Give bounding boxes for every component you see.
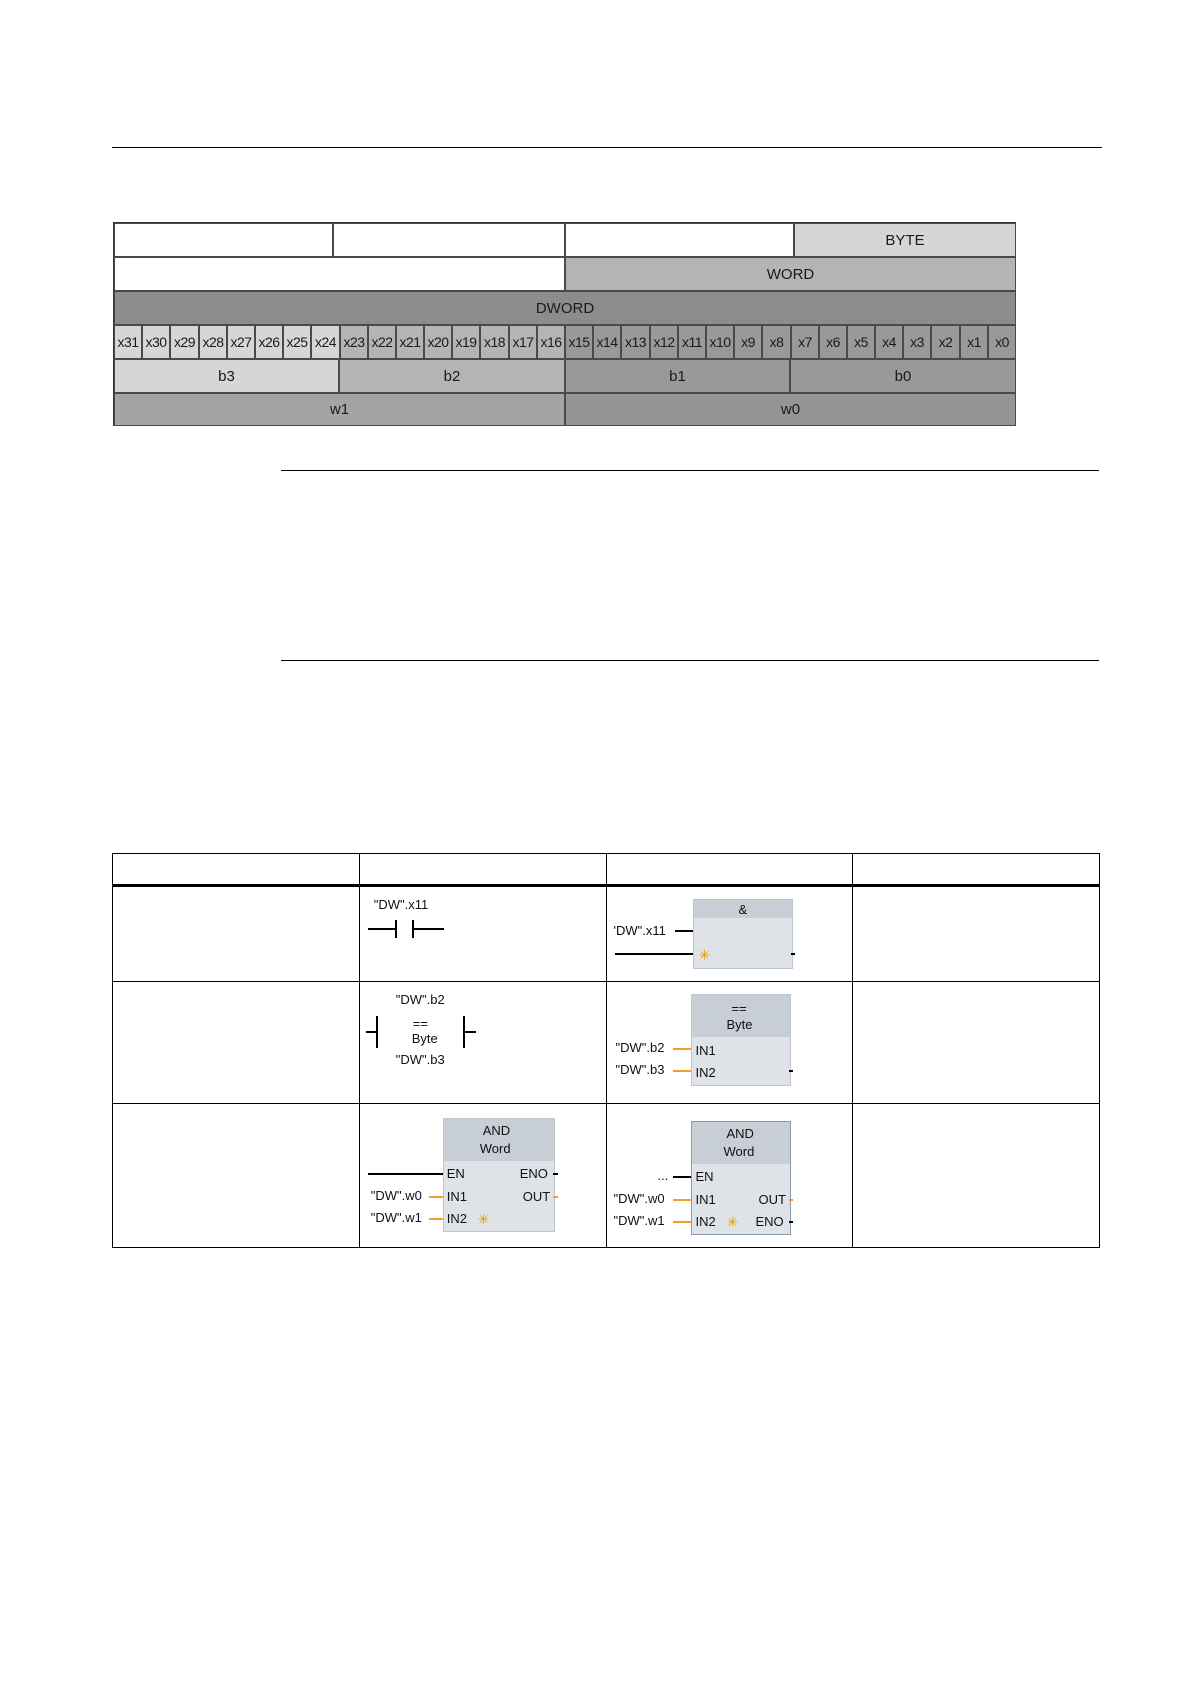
bit-cell: x2 xyxy=(931,325,960,359)
en-wire xyxy=(673,1176,691,1178)
and-box-label: & xyxy=(738,902,748,917)
byte-b1: b1 xyxy=(565,359,790,393)
lad-cell xyxy=(359,1104,607,1248)
description-cell xyxy=(113,982,360,1104)
in2-operand: "DW".w1 xyxy=(613,1213,665,1228)
en-ellipsis: ... xyxy=(657,1168,669,1183)
bit-cell: x14 xyxy=(593,325,621,359)
bit-cell: x28 xyxy=(199,325,227,359)
output-stub xyxy=(789,1070,793,1072)
table-row xyxy=(113,886,1100,982)
byte-b2: b2 xyxy=(339,359,565,393)
header-cell xyxy=(853,854,1100,886)
bit-cell: x9 xyxy=(734,325,762,359)
en-pin: EN xyxy=(446,1166,465,1181)
empty-cell xyxy=(114,257,565,291)
out-stub xyxy=(553,1196,558,1198)
bit-cell: x22 xyxy=(368,325,396,359)
input-wire xyxy=(673,1070,691,1072)
dword-label: DWORD xyxy=(114,291,1016,325)
bit-cell: x27 xyxy=(227,325,255,359)
fbd-cell xyxy=(607,1104,853,1248)
out-pin: OUT xyxy=(758,1192,786,1207)
and-box xyxy=(693,899,793,969)
note-rule-bottom xyxy=(281,660,1099,661)
example-table xyxy=(112,853,1100,1248)
header-cell xyxy=(607,854,853,886)
bit-cell: x11 xyxy=(678,325,706,359)
fbd-cell xyxy=(607,982,853,1104)
bit-cell: x7 xyxy=(791,325,819,359)
add-input-star-icon: ✳ xyxy=(477,1211,490,1227)
compare-in2-operand: "DW".b3 xyxy=(615,1062,665,1077)
in1-pin: IN1 xyxy=(446,1189,467,1204)
compare-box xyxy=(691,994,791,1086)
bit-cell: x30 xyxy=(142,325,170,359)
en-wire xyxy=(368,1173,443,1175)
and-word-type: Word xyxy=(723,1144,755,1159)
in2-operand: "DW".w1 xyxy=(370,1210,422,1225)
lad-compare-type: Byte xyxy=(411,1031,438,1046)
byte-b3: b3 xyxy=(114,359,339,393)
in1-operand: "DW".w0 xyxy=(370,1188,422,1203)
output-stub xyxy=(791,953,795,955)
bit-cell: x8 xyxy=(762,325,791,359)
bit-cell: x1 xyxy=(960,325,988,359)
lad-contact-operand: "DW".x11 xyxy=(373,897,429,912)
compare-in2-pin: IN2 xyxy=(695,1065,716,1080)
byte-label: BYTE xyxy=(794,223,1016,257)
eno-pin: ENO xyxy=(755,1214,784,1229)
word-label: WORD xyxy=(565,257,1016,291)
bit-cell: x25 xyxy=(283,325,311,359)
description-cell xyxy=(113,1104,360,1248)
bit-cell: x0 xyxy=(988,325,1016,359)
and-word-type: Word xyxy=(479,1141,511,1156)
header-cell xyxy=(359,854,607,886)
and-word-op: AND xyxy=(482,1123,511,1138)
input-wire xyxy=(615,953,693,955)
bit-cell: x19 xyxy=(452,325,480,359)
bit-cell: x6 xyxy=(819,325,847,359)
in1-wire xyxy=(673,1199,691,1201)
add-input-star-icon: ✳ xyxy=(726,1214,739,1230)
input-wire xyxy=(675,930,693,932)
word-w1: w1 xyxy=(114,393,565,426)
en-pin: EN xyxy=(695,1169,714,1184)
eno-stub xyxy=(789,1221,793,1223)
table-header-row xyxy=(113,854,1100,886)
and-word-op: AND xyxy=(726,1126,754,1141)
fbd-cell xyxy=(607,886,853,982)
bit-cell: x16 xyxy=(537,325,565,359)
out-stub xyxy=(789,1199,793,1201)
compare-box-type: Byte xyxy=(726,1017,753,1032)
bit-cell: x31 xyxy=(114,325,142,359)
lad-cell xyxy=(359,886,607,982)
remark-cell xyxy=(853,1104,1100,1248)
bit-cell: x13 xyxy=(621,325,650,359)
note-rule-top xyxy=(281,470,1099,471)
word-w0: w0 xyxy=(565,393,1016,426)
add-input-star-icon: ✳ xyxy=(698,947,711,963)
compare-in1-operand: "DW".b2 xyxy=(615,1040,665,1055)
empty-cell xyxy=(114,223,333,257)
bit-cell: x21 xyxy=(396,325,424,359)
bit-cell: x4 xyxy=(875,325,903,359)
eno-stub xyxy=(553,1173,558,1175)
in2-pin: IN2 xyxy=(446,1211,467,1226)
table-row xyxy=(113,1104,1100,1248)
bit-cell: x12 xyxy=(650,325,678,359)
bit-cell: x24 xyxy=(311,325,340,359)
remark-cell xyxy=(853,886,1100,982)
bit-cell: x17 xyxy=(509,325,537,359)
bit-cell: x10 xyxy=(706,325,734,359)
byte-b0: b0 xyxy=(790,359,1016,393)
lad-cell xyxy=(359,982,607,1104)
bit-cell: x3 xyxy=(903,325,931,359)
no-contact-symbol xyxy=(368,917,458,941)
empty-cell xyxy=(333,223,565,257)
in2-pin: IN2 xyxy=(695,1214,716,1229)
table-row xyxy=(113,982,1100,1104)
bit-cell: x20 xyxy=(424,325,452,359)
out-pin: OUT xyxy=(522,1189,551,1204)
compare-in1-pin: IN1 xyxy=(695,1043,716,1058)
bit-cell: x23 xyxy=(340,325,368,359)
bit-cell: x29 xyxy=(170,325,199,359)
bit-cell: x15 xyxy=(565,325,593,359)
eno-pin: ENO xyxy=(519,1166,548,1181)
bit-cell: x26 xyxy=(255,325,283,359)
remark-cell xyxy=(853,982,1100,1104)
compare-box-operator: == xyxy=(731,1001,747,1016)
in1-wire xyxy=(429,1196,443,1198)
in2-wire xyxy=(673,1221,691,1223)
description-cell xyxy=(113,886,360,982)
in1-operand: "DW".w0 xyxy=(613,1191,665,1206)
bit-layout-diagram xyxy=(113,222,1016,426)
and-word-box-lad xyxy=(443,1118,555,1232)
fbd-input-operand: 'DW".x11 xyxy=(613,923,666,938)
header-rule xyxy=(112,147,1102,148)
bit-cell: x5 xyxy=(847,325,875,359)
lad-compare-bottom-operand: "DW".b3 xyxy=(395,1052,445,1067)
header-cell xyxy=(113,854,360,886)
and-word-box-fbd xyxy=(691,1121,791,1235)
empty-cell xyxy=(565,223,794,257)
lad-compare-top-operand: "DW".b2 xyxy=(395,992,445,1007)
in1-pin: IN1 xyxy=(695,1192,716,1207)
input-wire xyxy=(673,1048,691,1050)
bit-cell: x18 xyxy=(480,325,509,359)
lad-compare-operator: == xyxy=(412,1016,428,1031)
in2-wire xyxy=(429,1218,443,1220)
